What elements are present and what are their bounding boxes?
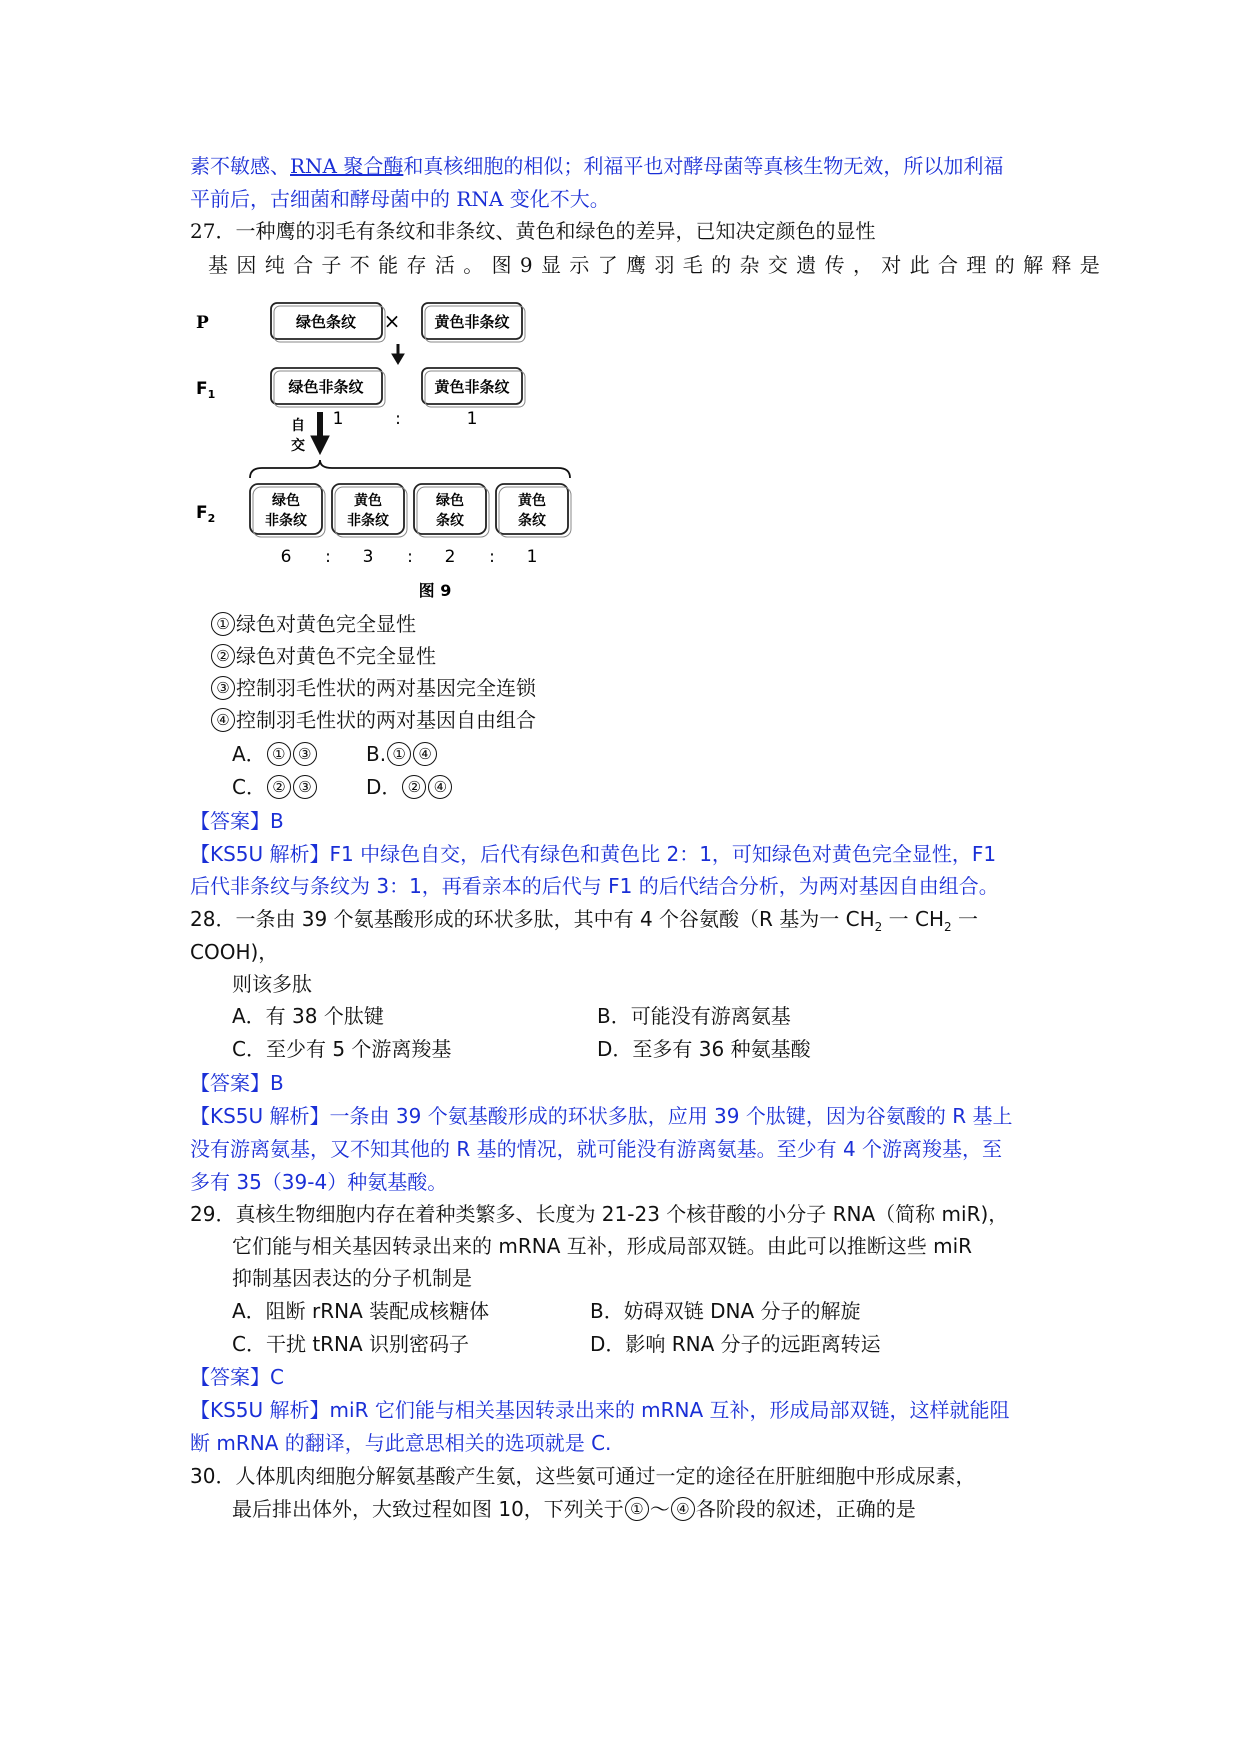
- statement-2: [210, 642, 436, 670]
- explanation-29-line2: 断 mRNA 的翻译，与此意思相关的选项就是 C.: [190, 1431, 612, 1455]
- cross-arrow: [392, 344, 404, 364]
- f1-right-label: 黄色非条纹: [434, 378, 510, 396]
- explanation-continued-line1: [190, 152, 1003, 180]
- selfing-arrow: [311, 412, 329, 454]
- circled-number: ①: [387, 742, 411, 766]
- question-30-line1: 30．人体肌肉细胞分解氨基酸产生氨，这些氨可通过一定的途径在肝脏细胞中形成尿素，: [190, 1464, 976, 1488]
- question-29-line3: 抑制基因表达的分子机制是: [232, 1266, 472, 1290]
- text-seg: 28．一条由 39 个氨基酸形成的环状多肽，其中有 4 个谷氨酸（R 基为一 CH: [190, 907, 875, 931]
- choice-letter: D．: [366, 775, 402, 799]
- explanation-continued-line2: 平前后，古细菌和酵母菌中的 RNA 变化不大。: [190, 187, 610, 211]
- statement-text: 控制羽毛性状的两对基因完全连锁: [236, 676, 536, 700]
- answer-27: 【答案】B: [190, 809, 284, 833]
- circled-number: ④: [211, 708, 235, 732]
- question-28-line2: COOH)，: [190, 940, 279, 964]
- f2-3-label-b: 条纹: [436, 513, 464, 529]
- question-30-line2: [232, 1495, 916, 1523]
- statement-4: [210, 706, 536, 734]
- answer-29: 【答案】C: [190, 1365, 284, 1389]
- figure-caption: 图 9: [418, 581, 452, 600]
- f1-ratio-right: 1: [466, 409, 478, 429]
- text-seg: 一 CH: [882, 907, 945, 931]
- statement-3: [210, 674, 536, 702]
- f2-2-label-a: 黄色: [354, 493, 382, 509]
- statement-text: 绿色对黄色完全显性: [236, 612, 416, 636]
- explanation-28-line1: 【KS5U 解析】一条由 39 个氨基酸形成的环状多肽，应用 39 个肽键，因为谷氨酸的 R 基上: [190, 1104, 1013, 1128]
- f2-ratio-3: 2: [444, 547, 456, 567]
- question-28-option-c[interactable]: C．至少有 5 个游离羧基: [232, 1037, 452, 1061]
- selfing-label-1: 自: [291, 418, 305, 434]
- choice-letter: A．: [232, 742, 266, 766]
- circled-number: ①: [267, 742, 291, 766]
- question-27-line1: 27．一种鹰的羽毛有条纹和非条纹、黄色和绿色的差异，已知决定颜色的显性: [190, 219, 876, 243]
- circled-number: ②: [402, 775, 426, 799]
- circled-number: ③: [293, 742, 317, 766]
- question-29-option-c[interactable]: C．干扰 tRNA 识别密码子: [232, 1332, 470, 1356]
- text-seg: 各阶段的叙述，正确的是: [695, 1497, 916, 1521]
- f2-1-label-a: 绿色: [272, 493, 300, 509]
- f2-2-label-b: 非条纹: [347, 513, 389, 529]
- explanation-28-line2: 没有游离氨基，又不知其他的 R 基的情况，就可能没有游离氨基。至少有 4 个游离羧基，至: [190, 1137, 1003, 1161]
- question-28-option-a[interactable]: A．有 38 个肽键: [232, 1004, 384, 1028]
- f1-left-label: 绿色非条纹: [288, 378, 364, 396]
- statement-text: 绿色对黄色不完全显性: [236, 644, 436, 668]
- answer-28: 【答案】B: [190, 1071, 284, 1095]
- statement-1: [210, 610, 416, 638]
- f2-ratio-colon-1: :: [325, 547, 331, 567]
- f1-ratio-left: 1: [332, 409, 344, 429]
- f2-ratio-colon-2: :: [407, 547, 413, 567]
- circled-number: ①: [625, 1497, 649, 1521]
- f2-4-label-a: 黄色: [518, 493, 546, 509]
- circled-number: ④: [413, 742, 437, 766]
- text-seg: 素不敏感、: [190, 154, 290, 178]
- text-seg: ～: [649, 1497, 670, 1521]
- explanation-27-line1: 【KS5U 解析】F1 中绿色自交，后代有绿色和黄色比 2：1，可知绿色对黄色完全显性，F1: [190, 842, 997, 866]
- circled-number: ①: [211, 612, 235, 636]
- text-seg: 最后排出体外，大致过程如图 10，下列关于: [232, 1497, 624, 1521]
- choice-letter: B.: [366, 742, 387, 766]
- f2-1-label-b: 非条纹: [265, 513, 307, 529]
- circled-number: ③: [211, 676, 235, 700]
- choice-b[interactable]: [366, 740, 438, 768]
- selfing-label-2: 交: [291, 438, 305, 454]
- choice-a[interactable]: [232, 740, 318, 768]
- circled-number: ②: [211, 644, 235, 668]
- p-left-label: 绿色条纹: [295, 313, 357, 331]
- f2-ratio-colon-3: :: [489, 547, 495, 567]
- choice-c[interactable]: [232, 773, 318, 801]
- question-29-line1: 29．真核生物细胞内存在着种类繁多、长度为 21-23 个核苷酸的小分子 RNA（简称 miR)，: [190, 1202, 1009, 1226]
- circled-number: ②: [267, 775, 291, 799]
- choice-d[interactable]: [366, 773, 453, 801]
- statement-text: 控制羽毛性状的两对基因自由组合: [236, 708, 536, 732]
- question-29-option-b[interactable]: B．妨碍双链 DNA 分子的解旋: [590, 1299, 861, 1323]
- explanation-28-line3: 多有 35（39-4）种氨基酸。: [190, 1170, 448, 1194]
- circled-number: ④: [671, 1497, 695, 1521]
- question-28-option-d[interactable]: D．至多有 36 种氨基酸: [597, 1037, 811, 1061]
- f2-ratio-1: 6: [280, 547, 292, 567]
- question-28-line3: 则该多肽: [232, 972, 312, 996]
- text-seg: 和真核细胞的相似；利福平也对酵母菌等真核生物无效，所以加利福: [403, 154, 1004, 178]
- explanation-27-line2: 后代非条纹与条纹为 3：1，再看亲本的后代与 F1 的后代结合分析，为两对基因自由组合。: [190, 874, 999, 898]
- figure-9-cross-diagram: [190, 290, 590, 605]
- explanation-29-line1: 【KS5U 解析】miR 它们能与相关基因转录出来的 mRNA 互补，形成局部双链，这样就能阻: [190, 1398, 1010, 1422]
- f2-4-label-b: 条纹: [518, 513, 546, 529]
- circled-number: ④: [428, 775, 452, 799]
- rna-polymerase-link[interactable]: RNA 聚合酶: [290, 154, 404, 178]
- question-29-line2: 它们能与相关基因转录出来的 mRNA 互补，形成局部双链。由此可以推断这些 miR: [232, 1234, 973, 1258]
- f1-ratio-colon: :: [395, 409, 401, 429]
- subscript: 2: [874, 920, 883, 934]
- circled-number: ③: [293, 775, 317, 799]
- choice-letter: C．: [232, 775, 266, 799]
- f2-ratio-2: 3: [362, 547, 374, 567]
- question-29-option-a[interactable]: A．阻断 rRNA 装配成核糖体: [232, 1299, 490, 1323]
- cross-symbol: ×: [383, 309, 401, 333]
- text-seg: 一: [951, 907, 979, 931]
- gen-label-p: P: [196, 313, 209, 333]
- f2-3-label-a: 绿色: [436, 493, 464, 509]
- question-29-option-d[interactable]: D．影响 RNA 分子的远距离转运: [590, 1332, 881, 1356]
- subscript: 2: [944, 920, 952, 934]
- question-27-line2: 基 因 纯 合 子 不 能 存 活 。 图 9 显 示 了 鹰 羽 毛 的 杂 交 遗 传 ， 对 此 合 理 的 解 释 是: [208, 253, 1101, 277]
- question-28-line1: [190, 905, 978, 941]
- f2-ratio-4: 1: [526, 547, 538, 567]
- question-28-option-b[interactable]: B．可能没有游离氨基: [597, 1004, 791, 1028]
- p-right-label: 黄色非条纹: [434, 313, 510, 331]
- f2-brace: [250, 460, 570, 478]
- gen-label-f2: $F_2$: [196, 503, 216, 525]
- gen-label-f1: $F_1$: [196, 379, 216, 401]
